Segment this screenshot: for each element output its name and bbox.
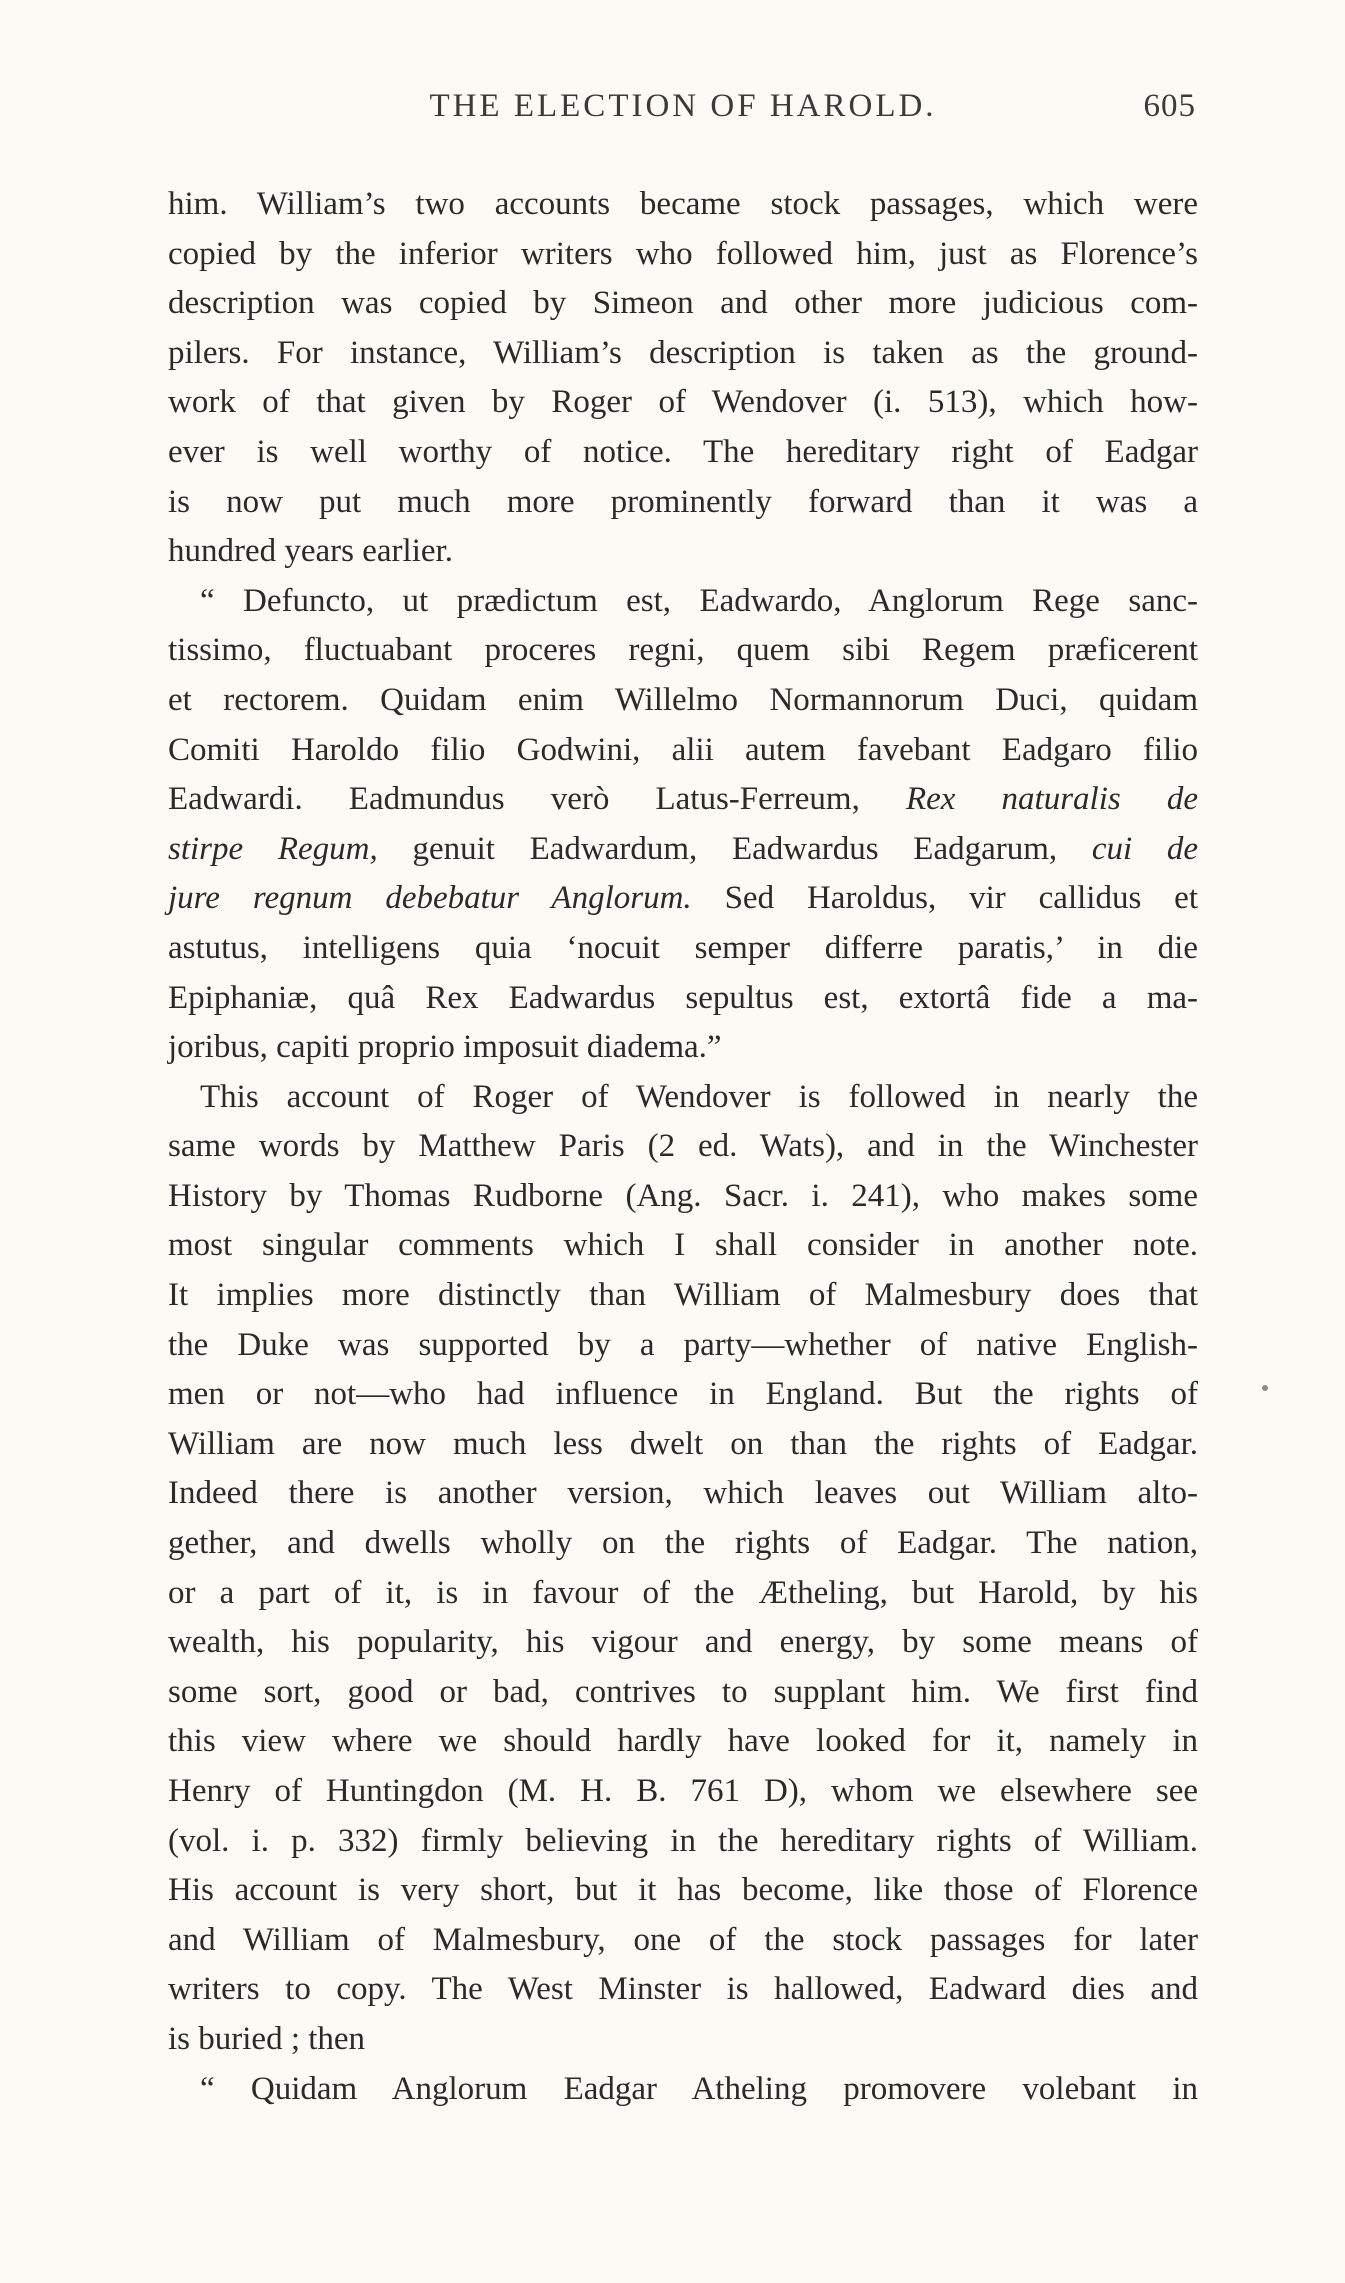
- italic-segment: Rex naturalis de: [905, 781, 1198, 818]
- text-line: [168, 874, 1198, 924]
- text-line: (vol. i. p. 332) firmly believing in the hereditary rights of William.: [168, 1822, 1198, 1859]
- text-line: hundred years earlier.: [168, 533, 453, 570]
- text-line: same words by Matthew Paris (2 ed. Wats), and in the Winchester: [168, 1128, 1198, 1165]
- text-line: et rectorem. Quidam enim Willelmo Normannorum Duci, quidam: [168, 681, 1198, 718]
- text-line: William are now much less dwelt on than the rights of Eadgar.: [168, 1425, 1198, 1462]
- text-line: or a part of it, is in favour of the Ætheling, but Harold, by his: [168, 1574, 1198, 1611]
- body-text: [168, 180, 1198, 2114]
- text-line: this view where we should hardly have looked for it, namely in: [168, 1723, 1198, 1760]
- text-line: astutus, intelligens quia ‘nocuit semper differre paratis,’ in die: [168, 929, 1198, 966]
- text-line: pilers. For instance, William’s description is taken as the ground-: [168, 334, 1198, 371]
- text-line: him. William’s two accounts became stock passages, which were: [168, 186, 1198, 222]
- text-segment: Eadwardi. Eadmundus verò Latus-Ferreum,: [168, 781, 860, 818]
- text-line: writers to copy. The West Minster is hallowed, Eadward dies and: [168, 1971, 1198, 2008]
- text-line: copied by the inferior writers who followed him, just as Florence’s: [168, 235, 1198, 272]
- running-head: [170, 88, 1196, 132]
- page-number: 605: [1143, 88, 1196, 124]
- text-line: “ Defuncto, ut prædictum est, Eadwardo, Anglorum Rege sanc-: [200, 582, 1198, 619]
- text-segment: Sed Haroldus, vir callidus et: [724, 880, 1198, 917]
- text-line: It implies more distinctly than William of Malmesbury does that: [168, 1277, 1198, 1314]
- text-line: History by Thomas Rudborne (Ang. Sacr. i. 241), who makes some: [168, 1177, 1198, 1214]
- text-line: is buried ; then: [168, 2020, 366, 2057]
- text-line: Indeed there is another version, which leaves out William alto-: [168, 1475, 1198, 1512]
- text-line: wealth, his popularity, his vigour and energy, by some means of: [168, 1624, 1198, 1661]
- text-line: This account of Roger of Wendover is followed in nearly the: [200, 1078, 1198, 1115]
- text-line: tissimo, fluctuabant proceres regni, quem sibi Regem præficerent: [168, 632, 1198, 669]
- text-line: the Duke was supported by a party—whether of native English-: [168, 1326, 1198, 1363]
- text-line: joribus, capiti proprio imposuit diadema.”: [168, 1029, 722, 1066]
- margin-dot: [1262, 1385, 1268, 1391]
- italic-segment: stirpe Regum,: [168, 830, 378, 867]
- text-line: men or not—who had influence in England. But the rights of: [168, 1376, 1198, 1413]
- text-line: “ Quidam Anglorum Eadgar Atheling promovere volebant in: [200, 2070, 1198, 2107]
- text-line: some sort, good or bad, contrives to supplant him. We first find: [168, 1673, 1198, 1710]
- text-line: Epiphaniæ, quâ Rex Eadwardus sepultus est, extortâ fide a ma-: [168, 979, 1198, 1016]
- text-line: Comiti Haroldo filio Godwini, alii autem favebant Eadgaro filio: [168, 731, 1198, 768]
- text-line: ever is well worthy of notice. The hereditary right of Eadgar: [168, 433, 1198, 470]
- italic-segment: cui de: [1091, 830, 1198, 867]
- text-line: and William of Malmesbury, one of the stock passages for later: [168, 1921, 1198, 1958]
- text-line: work of that given by Roger of Wendover (i. 513), which how-: [168, 384, 1198, 421]
- text-segment: genuit Eadwardum, Eadwardus Eadgarum,: [412, 830, 1058, 867]
- text-line: His account is very short, but it has become, like those of Florence: [168, 1872, 1198, 1909]
- italic-segment: jure regnum debebatur Anglorum.: [168, 880, 692, 917]
- text-line: description was copied by Simeon and other more judicious com-: [168, 285, 1198, 322]
- text-line: [168, 775, 1198, 825]
- running-title: THE ELECTION OF HAROLD.: [429, 88, 937, 124]
- text-line: Henry of Huntingdon (M. H. B. 761 D), whom we elsewhere see: [168, 1773, 1198, 1809]
- text-line: [168, 825, 1198, 875]
- text-line: most singular comments which I shall consider in another note.: [168, 1227, 1198, 1264]
- text-line: gether, and dwells wholly on the rights of Eadgar. The nation,: [168, 1525, 1198, 1562]
- text-line: is now put much more prominently forward than it was a: [168, 483, 1198, 520]
